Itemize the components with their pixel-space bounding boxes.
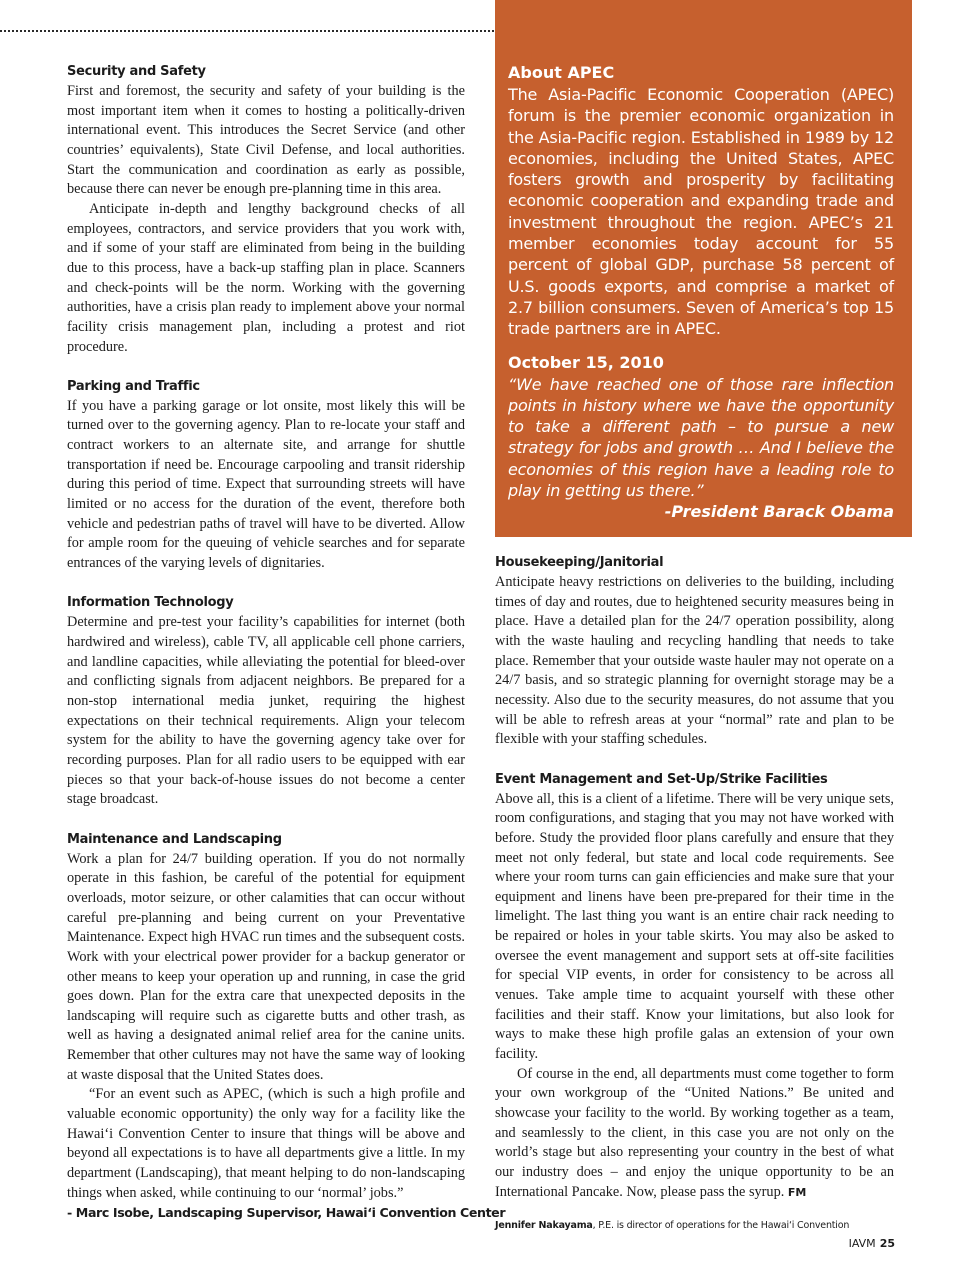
sidebar-quote-date: October 15, 2010 <box>508 352 664 372</box>
sidebar-quote-author: -President Barack Obama <box>664 502 894 522</box>
security-paragraph-1: First and foremost, the security and safety of your building is the most important item when it comes to hosting a politically-driven international event. This introduces the Secret Service (and other countries’ equivalents), State Civil Defense, and local authorities. Start the communication and coordination as early as possible, because there can never be enough pre-planning time in this area. <box>67 83 465 198</box>
maintenance-quote: “For an event such as APEC, (which is such a high profile and valuable economic opportunity) the only way for a facility like the Hawai‘i Convention Center to insure that things will be above and beyond all expectations is to have all departments give a little. In my department (Landscaping), that meant helping to do non-landscaping things when asked, while continuing to our ‘normal’ jobs.” <box>67 1086 465 1201</box>
sidebar-title: About APEC <box>508 63 615 82</box>
quote-attribution: - Marc Isobe, Landscaping Supervisor, Hawai‘i Convention Center <box>67 1205 506 1221</box>
left-column <box>67 62 506 1222</box>
apec-sidebar <box>495 0 912 537</box>
it-heading: Information Technology <box>67 595 234 611</box>
events-paragraph-1: Above all, this is a client of a lifetime. There will be very unique sets, room configurations, and staging that you may not have worked with before. Study the provided floor plans carefully and ensure that they meet not only federal, but state and local code requirements. See where your room turns can gain efficiencies and make sure that your equipment and linens have been pre-prepared for their time in the limelight. The last thing you want is an entire chair rack needing to be repaired or holes in your table skirts. You may also be asked to oversee the event management and support sets at off-site facilities for special VIP events, in order for consistency to be across all venues. Take ample time to acquaint yourself with these other facilities and their staff. Know your limitations, but also look for ways to make these high profile galas an extension of your own facility. <box>495 790 894 1063</box>
end-mark: FM <box>787 1185 807 1199</box>
events-paragraph-2-text: Of course in the end, all departments must come together to form your own workgroup of the “United Nations.” Be united and showcase your facility to the world. By working together as a team, and seamlessly to the client, in this case you are not only on the world’s stage but also representing your country in the best of what our industry does – and enjoy the unique opportunity to be an International Pancake. Now, please pass the syrup. <box>495 1065 894 1200</box>
right-column <box>495 553 894 1231</box>
sidebar-body: The Asia-Pacific Economic Cooperation (APEC) forum is the premier economic organization in the Asia-Pacific region. Established in 1989 by 12 economies, including the United States, APEC fosters growth and prosperity by facilitating economic cooperation and expanding trade and investment throughout the region. APEC’s 21 member economies today account for 55 percent of global GDP, purchase 58 percent of U.S. goods exports, and comprise a market of 2.7 billion consumers. Seven of America’s top 15 trade partners are in APEC. <box>508 85 894 339</box>
magazine-name: IAVM <box>848 1237 876 1250</box>
page-number: 25 <box>879 1237 895 1250</box>
author-bio: , P.E. is director of operations for the Hawai‘i Convention <box>592 1220 850 1232</box>
it-paragraph: Determine and pre-test your facility’s capabilities for internet (both hardwired and wireless), cable TV, all applicable cell phone carriers, and landline capacities, while alleviating the potential for bleed-over and conflicting signals from adjacent neighbors. Be prepared for a non-stop international media junket, requiring the highest expectations on their technical requirements. Align your telecom system for the ability to have the governing agency take over for recording purposes. Plan for all radio users to be equipped with ear pieces so that your back-of-house issues do not become a center stage broadcast. <box>67 614 465 808</box>
housekeeping-paragraph: Anticipate heavy restrictions on deliveries to the building, including times of day and routes, due to heightened security measures being in place. Have a detailed plan for the 24/7 operation possibility, along with the waste hauling and recycling handling that needs to take place. Remember that your outside waste hauler may not operate on a 24/7 basis, and so strategic planning for overnight storage may be a necessity. Also due to the security measures, do not assume that you will be able to refresh areas at your “normal” rate and plan to be flexible with your staffing schedules. <box>495 574 894 748</box>
parking-heading: Parking and Traffic <box>67 378 200 394</box>
maintenance-paragraph-1: Work a plan for 24/7 building operation. If you do not normally operate in this fashion, be careful of the potential for equipment overloads, motor seizure, or other calamities that can occur without careful pre-planning and being current on your Preventative Maintenance. Expect high HVAC run times and the subsequent costs. Work with your electrical power provider for a backup generator or other means to keep your operation up and running, in case the grid goes down. Plan for the extra care that unexpected deposits in the landscaping will require such as cigarette butts and other trash, as well as having a designated animal relief area for the canine units. Remember that other cultures may not have the same way of looking at waste disposal that the United States does. <box>67 850 465 1083</box>
events-paragraph-2 <box>495 1065 894 1203</box>
author-name: Jennifer Nakayama <box>495 1220 593 1232</box>
page-folio <box>820 1237 895 1250</box>
events-heading: Event Management and Set-Up/Strike Facilities <box>495 771 828 787</box>
maintenance-heading: Maintenance and Landscaping <box>67 831 282 847</box>
security-paragraph-2: Anticipate in-depth and lengthy background checks of all employees, contractors, and service providers that you work with, and if some of your staff are eliminated from being in the building due to this process, have a back-up staffing plan in place. Scanners and check-points will be the norm. Working with the governing authorities, have a crisis plan ready to implement above your normal facility crisis management plan, including a protest and riot procedure. <box>67 200 465 355</box>
housekeeping-heading: Housekeeping/Janitorial <box>495 555 664 570</box>
parking-paragraph: If you have a parking garage or lot onsite, most likely this will be turned over to the governing agency. Plan to re-locate your staff and contract workers to an alternate site, and arrange for shuttle transportation if need be. Encourage carpooling and transit ridership during this period of time. Expect that surrounding streets will have limited or no access for the duration of the event, therefore both vehicle and pedestrian paths of travel will have to be diverted. Allow for ample room for the queuing of vehicle searches and for separate entrances of the varying levels of dignitaries. <box>67 397 465 572</box>
security-heading: Security and Safety <box>67 64 206 79</box>
author-byline <box>495 1220 894 1231</box>
sidebar-quote: “We have reached one of those rare inflection points in history where we have the opportunity to take a different path – to pursue a new strategy for jobs and growth … And I believe the economies of this region have a leading role to play in getting us there.” <box>508 374 894 501</box>
